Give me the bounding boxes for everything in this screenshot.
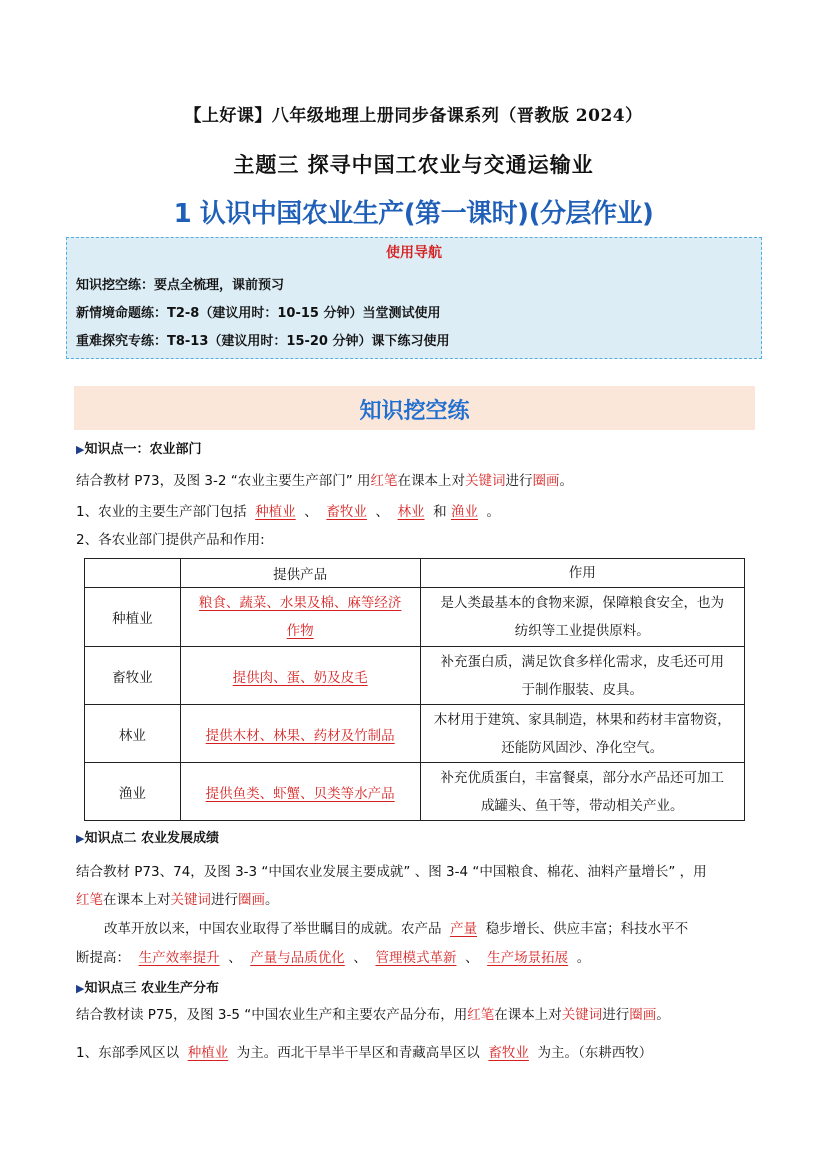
keyword-highlight: 关键词: [465, 473, 506, 489]
answer-blank: 渔业: [450, 504, 478, 520]
kp2-intro-text: 在课本上对: [103, 892, 171, 908]
kp1-question-2: 2、各农业部门提供产品和作用:: [76, 532, 265, 548]
role-text: 补充优质蛋白，丰富餐桌，部分水产品还可加工: [440, 769, 724, 786]
product-cell: [180, 647, 420, 705]
answer-blank: 生产场景拓展: [487, 950, 569, 966]
paragraph-text: 稳步增长、供应丰富；科技水平不: [485, 921, 689, 937]
answer-blank: 畜牧业: [326, 504, 367, 520]
kp3-intro: [76, 1005, 670, 1025]
series-title: 【上好课】八年级地理上册同步备课系列（晋教版 2024）: [184, 106, 643, 126]
topic-title: 主题三 探寻中国工农业与交通运输业: [233, 153, 594, 177]
lesson-title: 1 认识中国农业生产(第一课时)(分层作业): [173, 199, 654, 229]
guide-heading: 使用导航: [386, 245, 442, 261]
triangle-bullet-icon: ▶: [76, 982, 85, 995]
question-text: 为主。西北干旱半干旱区和青藏高旱区以: [236, 1045, 480, 1061]
kp1-intro-text: 在课本上对: [397, 473, 466, 489]
kp2-intro-line-2: [76, 890, 279, 910]
product-answer: 粮食、蔬菜、水果及棉、麻等经济: [198, 595, 402, 611]
red-pen-keyword: 红笔: [370, 473, 398, 489]
role-cell: [420, 763, 745, 821]
product-answer: 作物: [286, 623, 314, 639]
kp1-intro-text: 。: [559, 473, 574, 489]
role-text: 是人类最基本的食物来源，保障粮食安全，也为: [440, 595, 724, 611]
paragraph-text: 改革开放以来，中国农业取得了举世瞩目的成就。农产品: [104, 921, 442, 937]
question-text: 1、农业的主要生产部门包括: [76, 504, 247, 520]
role-cell: [420, 647, 745, 705]
kp1-question-1: [76, 502, 500, 522]
kp2-heading: [76, 827, 219, 846]
question-text: 、: [375, 504, 389, 520]
kp1-intro: [76, 471, 573, 491]
answer-blank: 林业: [397, 504, 425, 520]
section-banner-title: 知识挖空练: [359, 399, 470, 424]
role-text: 于制作服装、皮具。: [521, 681, 643, 698]
section-banner: [74, 386, 755, 430]
table-row: [85, 763, 745, 821]
kp2-paragraph-line-1: [104, 919, 688, 939]
answer-blank: 种植业: [255, 504, 296, 520]
answer-blank: 畜牧业: [488, 1045, 529, 1061]
table-header-row: [85, 559, 745, 588]
kp1-heading-text: 知识点一：农业部门: [84, 442, 202, 457]
kp2-intro-line-1: 结合教材 P73、74，及图 3-3 “中国农业发展主要成就” 、图 3-4 “中国粮食、棉花、油料产量增长” ，用: [76, 864, 707, 880]
sector-cell: 种植业: [85, 588, 181, 647]
kp1-heading: [76, 438, 201, 457]
triangle-bullet-icon: ▶: [76, 832, 85, 845]
question-text: 1、东部季风区以: [76, 1045, 180, 1061]
product-cell: [180, 588, 420, 647]
kp2-intro-text: 。: [265, 892, 279, 908]
sector-table: [84, 558, 745, 821]
product-answer: 提供鱼类、虾蟹、贝类等水产品: [205, 785, 395, 802]
paragraph-text: 、: [353, 950, 367, 966]
circle-keyword: 圈画: [629, 1007, 657, 1023]
guide-line-2: 新情境命题练：T2-8（建议用时：10-15 分钟）当堂测试使用: [76, 306, 441, 321]
table-header-cell: 提供产品: [180, 559, 420, 588]
table-row: [85, 588, 745, 647]
kp3-intro-text: 结合教材读 P75，及图 3-5 “中国农业生产和主要农产品分布，用: [76, 1007, 468, 1023]
paragraph-text: 断提高：: [76, 950, 130, 966]
paragraph-text: 。: [576, 950, 591, 966]
red-pen-keyword: 红笔: [76, 892, 103, 908]
keyword-highlight: 关键词: [170, 892, 211, 908]
paragraph-text: 、: [465, 950, 479, 966]
paragraph-text: 、: [228, 950, 242, 966]
guide-line-1: 知识挖空练：要点全梳理，课前预习: [76, 278, 285, 293]
role-text: 补充蛋白质，满足饮食多样化需求，皮毛还可用: [440, 653, 724, 670]
answer-blank: 种植业: [187, 1045, 229, 1061]
question-text: 、: [304, 504, 318, 520]
question-text: 。: [486, 504, 501, 520]
kp1-intro-text: 进行: [505, 473, 533, 489]
kp2-paragraph-line-2: [76, 948, 590, 968]
table-header-cell: [85, 559, 181, 588]
question-text: 为主。（东耕西牧）: [537, 1045, 653, 1061]
answer-blank: 生产效率提升: [138, 950, 220, 966]
product-answer: 提供肉、蛋、奶及皮毛: [232, 669, 368, 686]
kp2-heading-text: 知识点二 农业发展成绩: [84, 831, 219, 846]
kp3-heading-text: 知识点三 农业生产分布: [84, 981, 219, 996]
table-row: [85, 647, 745, 705]
product-cell: [180, 763, 420, 821]
sector-cell: 渔业: [85, 763, 181, 821]
role-cell: [420, 588, 745, 647]
kp3-intro-text: 进行: [602, 1007, 630, 1023]
kp3-question-1: [76, 1043, 652, 1063]
usage-guide-box: [66, 237, 762, 359]
role-text: 纺织等工业提供原料。: [514, 623, 650, 639]
sector-cell: 畜牧业: [85, 647, 181, 705]
role-text: 木材用于建筑、家具制造，林果和药材丰富物资，: [433, 711, 731, 728]
product-cell: [180, 705, 420, 763]
role-text: 还能防风固沙、净化空气。: [501, 739, 664, 756]
answer-blank: 产量与品质优化: [250, 950, 345, 966]
circle-keyword: 圈画: [238, 892, 265, 908]
kp3-heading: [76, 977, 219, 996]
kp1-intro-text: 结合教材 P73，及图 3-2 “农业主要生产部门” 用: [76, 473, 371, 489]
keyword-highlight: 关键词: [561, 1007, 603, 1023]
triangle-bullet-icon: ▶: [76, 443, 85, 456]
role-text: 成罐头、鱼干等，带动相关产业。: [481, 797, 684, 814]
product-answer: 提供木材、林果、药材及竹制品: [205, 727, 395, 744]
kp2-intro-text: 进行: [211, 892, 238, 908]
answer-blank: 产量: [450, 921, 478, 937]
question-text: 和: [433, 504, 447, 520]
red-pen-keyword: 红笔: [467, 1007, 495, 1023]
kp3-intro-text: 在课本上对: [494, 1007, 562, 1023]
table-header-cell: 作用: [420, 559, 745, 588]
sector-cell: 林业: [85, 705, 181, 763]
kp3-intro-text: 。: [656, 1007, 670, 1023]
answer-blank: 管理模式革新: [375, 950, 457, 966]
table-row: [85, 705, 745, 763]
guide-line-3: 重难探究专练：T8-13（建议用时：15-20 分钟）课下练习使用: [76, 334, 450, 349]
circle-keyword: 圈画: [532, 473, 560, 489]
role-cell: [420, 705, 745, 763]
